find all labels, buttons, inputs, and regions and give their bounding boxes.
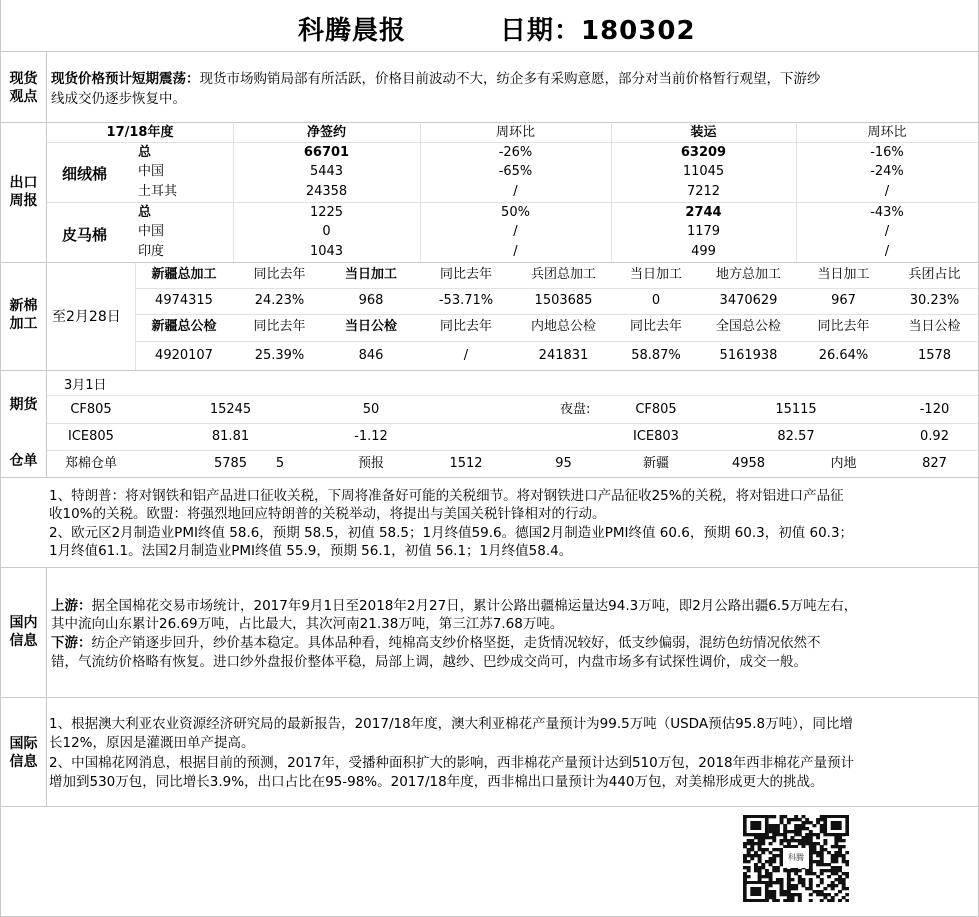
- inland-label: 内地: [830, 456, 857, 471]
- export-ship-wow: -43%: [870, 205, 904, 220]
- processing-header: 内地总公检: [530, 319, 596, 334]
- processing-header: 兵团占比: [908, 267, 961, 282]
- section-label-export: 出口 周报: [9, 175, 38, 209]
- forecast-change: 95: [555, 456, 572, 471]
- export-sign: 24358: [305, 184, 348, 199]
- processing-header: 全国总公检: [715, 319, 781, 334]
- processing-header: 同比去年: [817, 319, 870, 334]
- export-ship: 63209: [680, 145, 727, 160]
- export-ship-wow: /: [884, 224, 890, 239]
- export-sign: 5443: [309, 164, 344, 179]
- export-ship-wow: -24%: [870, 164, 904, 179]
- processing-header: 新疆总公检: [151, 319, 217, 334]
- processing-value: 846: [358, 348, 384, 363]
- inland-value: 827: [922, 456, 947, 471]
- section-label-processing: 新棉 加工: [9, 298, 38, 332]
- processing-value: -53.71%: [438, 293, 494, 308]
- processing-header: 同比去年: [253, 319, 306, 334]
- domestic-line: 错，气流纺价格略有恢复。进口纱外盘报价整体平稳，局部上调，越纱、巴纱成交尚可，内盘市场多有试探性调价，成交一般。: [51, 654, 807, 670]
- processing-header: 当日加工: [344, 267, 397, 282]
- processing-header: 新疆总加工: [151, 267, 217, 282]
- warehouse-label: 郑棉仓单: [64, 456, 117, 471]
- processing-value: 58.87%: [631, 348, 681, 363]
- processing-header: 当日公检: [908, 319, 961, 334]
- export-ship-wow: /: [884, 244, 890, 259]
- futures-night-price: 15115: [775, 402, 817, 417]
- export-ship: 499: [691, 244, 716, 259]
- export-sign: 0: [322, 224, 331, 239]
- futures-change: 50: [362, 402, 380, 417]
- macro-line: 1月终值61.1。法国2月制造业PMI终值 55.9，预期 56.1，初值 56.1；1月终值58.4。: [49, 543, 573, 559]
- export-sign-wow: -65%: [498, 164, 533, 179]
- export-ship-wow: -16%: [870, 145, 904, 160]
- processing-value: 26.64%: [818, 348, 869, 363]
- processing-header: 同比去年: [253, 267, 306, 282]
- processing-header: 同比去年: [629, 319, 682, 334]
- xinjiang-value: 4958: [731, 456, 766, 471]
- export-sign-wow: /: [513, 224, 518, 239]
- export-ship: 2744: [685, 205, 722, 220]
- export-header-ship: 装运: [690, 125, 717, 140]
- forecast-value: 1512: [449, 456, 483, 471]
- processing-header: 同比去年: [439, 267, 492, 282]
- futures-change: -1.12: [354, 429, 388, 444]
- macro-line: 1、特朗普：将对钢铁和铝产品进口征收关税，下周将准备好可能的关税细节。将对钢铁进口产品征收25%的关税，将对铝进口产品征: [49, 488, 844, 504]
- export-group-pima: 皮马棉: [62, 226, 108, 244]
- forecast-label: 预报: [357, 456, 384, 471]
- futures-night-change: 0.92: [920, 429, 949, 444]
- section-label-international: 国际 信息: [9, 736, 38, 770]
- export-row-label: 总: [138, 145, 152, 160]
- export-header-sign: 净签约: [306, 125, 346, 140]
- export-header-sign-wow: 周环比: [495, 125, 535, 140]
- export-header-ship-wow: 周环比: [867, 125, 907, 140]
- futures-price: 15245: [209, 402, 252, 417]
- futures-price: 81.81: [211, 429, 250, 444]
- processing-value: 967: [831, 293, 856, 308]
- export-row-label: 印度: [138, 244, 165, 259]
- export-row-label: 总: [138, 205, 152, 220]
- page-title: 科腾晨报: [298, 16, 407, 46]
- processing-value: 968: [358, 293, 384, 308]
- export-row-label: 中国: [138, 224, 165, 239]
- macro-line: 2、欧元区2月制造业PMI终值 58.6，预期 58.5，初值 58.5；1月终值59.6。德国2月制造业PMI终值 60.6，预期 60.3，初值 60.3；: [49, 525, 854, 541]
- export-header-season: 17/18年度: [106, 125, 174, 140]
- processing-value: 0: [651, 293, 661, 308]
- xinjiang-label: 新疆: [642, 456, 669, 471]
- futures-night-price: 82.57: [777, 429, 815, 444]
- futures-code: CF805: [70, 402, 112, 417]
- export-sign-wow: 50%: [501, 205, 530, 220]
- processing-value: 1578: [917, 348, 952, 363]
- processing-header: 当日加工: [629, 267, 682, 282]
- spot-line-1: 现货价格预计短期震荡：现货市场购销局部有所活跃，价格目前波动不大，纺企多有采购意愿，部分对当前价格暂行观望，下游纱: [51, 71, 821, 87]
- processing-header: 地方总加工: [715, 267, 781, 282]
- qr-code: [743, 815, 849, 902]
- export-sign-wow: /: [513, 184, 518, 199]
- intl-line: 1、根据澳大利亚农业资源经济研究局的最新报告，2017/18年度，澳大利亚棉花产量预计为99.5万吨（USDA预估95.8万吨），同比增: [49, 716, 853, 732]
- processing-value: 25.39%: [254, 348, 305, 363]
- processing-value: 3470629: [719, 293, 778, 308]
- section-label-warehouse: 仓单: [9, 453, 38, 469]
- processing-header: 当日加工: [817, 267, 870, 282]
- section-label-spot: 现货 观点: [9, 71, 38, 105]
- intl-line: 2、中国棉花网消息，根据目前的预测，2017年，受播种面积扩大的影响，西非棉花产量预计达到510万包，2018年西非棉花产量预计: [49, 755, 855, 771]
- intl-line: 增加到530万包，同比增长3.9%，出口占比在95-98%。2017/18年度，西非棉出口量预计为440万包，对美棉形成更大的挑战。: [49, 774, 824, 790]
- futures-night-code: CF805: [635, 402, 677, 417]
- export-ship: 11045: [682, 164, 725, 179]
- section-label-futures: 期货: [9, 397, 38, 413]
- export-row-label: 中国: [138, 164, 165, 179]
- processing-value: 5161938: [719, 348, 778, 363]
- qr-center-logo: 科腾: [783, 848, 809, 868]
- warehouse-change: 5: [275, 456, 285, 471]
- processing-value: 1503685: [534, 293, 593, 308]
- export-sign-wow: -26%: [498, 145, 533, 160]
- section-label-domestic: 国内 信息: [9, 615, 38, 649]
- spot-line-2: 线成交仍逐步恢复中。: [51, 91, 186, 107]
- intl-line: 长12%，原因是灌溉田单产提高。: [49, 735, 255, 751]
- warehouse-value: 5785: [213, 456, 248, 471]
- processing-value: 30.23%: [909, 293, 960, 308]
- processing-date: 至2月28日: [52, 309, 121, 325]
- processing-value: /: [463, 348, 469, 363]
- processing-value: 24.23%: [254, 293, 305, 308]
- futures-code: ICE805: [68, 429, 114, 444]
- export-sign: 1225: [309, 205, 344, 220]
- processing-value: 241831: [538, 348, 589, 363]
- export-row-label: 土耳其: [138, 184, 178, 199]
- futures-night-code: ICE803: [633, 429, 679, 444]
- night-session-label: 夜盘:: [560, 402, 591, 417]
- export-ship: 7212: [686, 184, 721, 199]
- processing-value: 4974315: [155, 293, 213, 308]
- domestic-line: 下游：纺企产销逐步回升，纱价基本稳定。具体品种看，纯棉高支纱价格坚挺，走货情况较好，低支纱偏弱，混纺色纺情况依然不: [51, 635, 821, 651]
- export-sign: 66701: [303, 145, 350, 160]
- export-ship-wow: /: [884, 184, 890, 199]
- processing-header: 当日公检: [344, 319, 397, 334]
- processing-header: 兵团总加工: [530, 267, 596, 282]
- futures-night-change: -120: [919, 402, 950, 417]
- export-ship: 1179: [686, 224, 721, 239]
- export-sign-wow: /: [513, 244, 518, 259]
- domestic-line: 其中流向山东累计26.69万吨，占比最大，其次河南21.38万吨，第三江苏7.68万吨。: [51, 616, 564, 632]
- processing-value: 4920107: [155, 348, 213, 363]
- domestic-line: 上游：据全国棉花交易市场统计，2017年9月1日至2018年2月27日，累计公路出疆棉运量达94.3万吨，即2月公路出疆6.5万吨左右，: [51, 598, 858, 614]
- export-group-upland: 细绒棉: [62, 165, 108, 183]
- futures-date: 3月1日: [64, 378, 107, 393]
- export-sign: 1043: [309, 244, 344, 259]
- report-date: 日期：180302: [500, 16, 696, 46]
- processing-header: 同比去年: [439, 319, 492, 334]
- macro-line: 收10%的关税。欧盟：将强烈地回应特朗普的关税举动，将提出与美国关税针锋相对的行动。: [49, 506, 606, 522]
